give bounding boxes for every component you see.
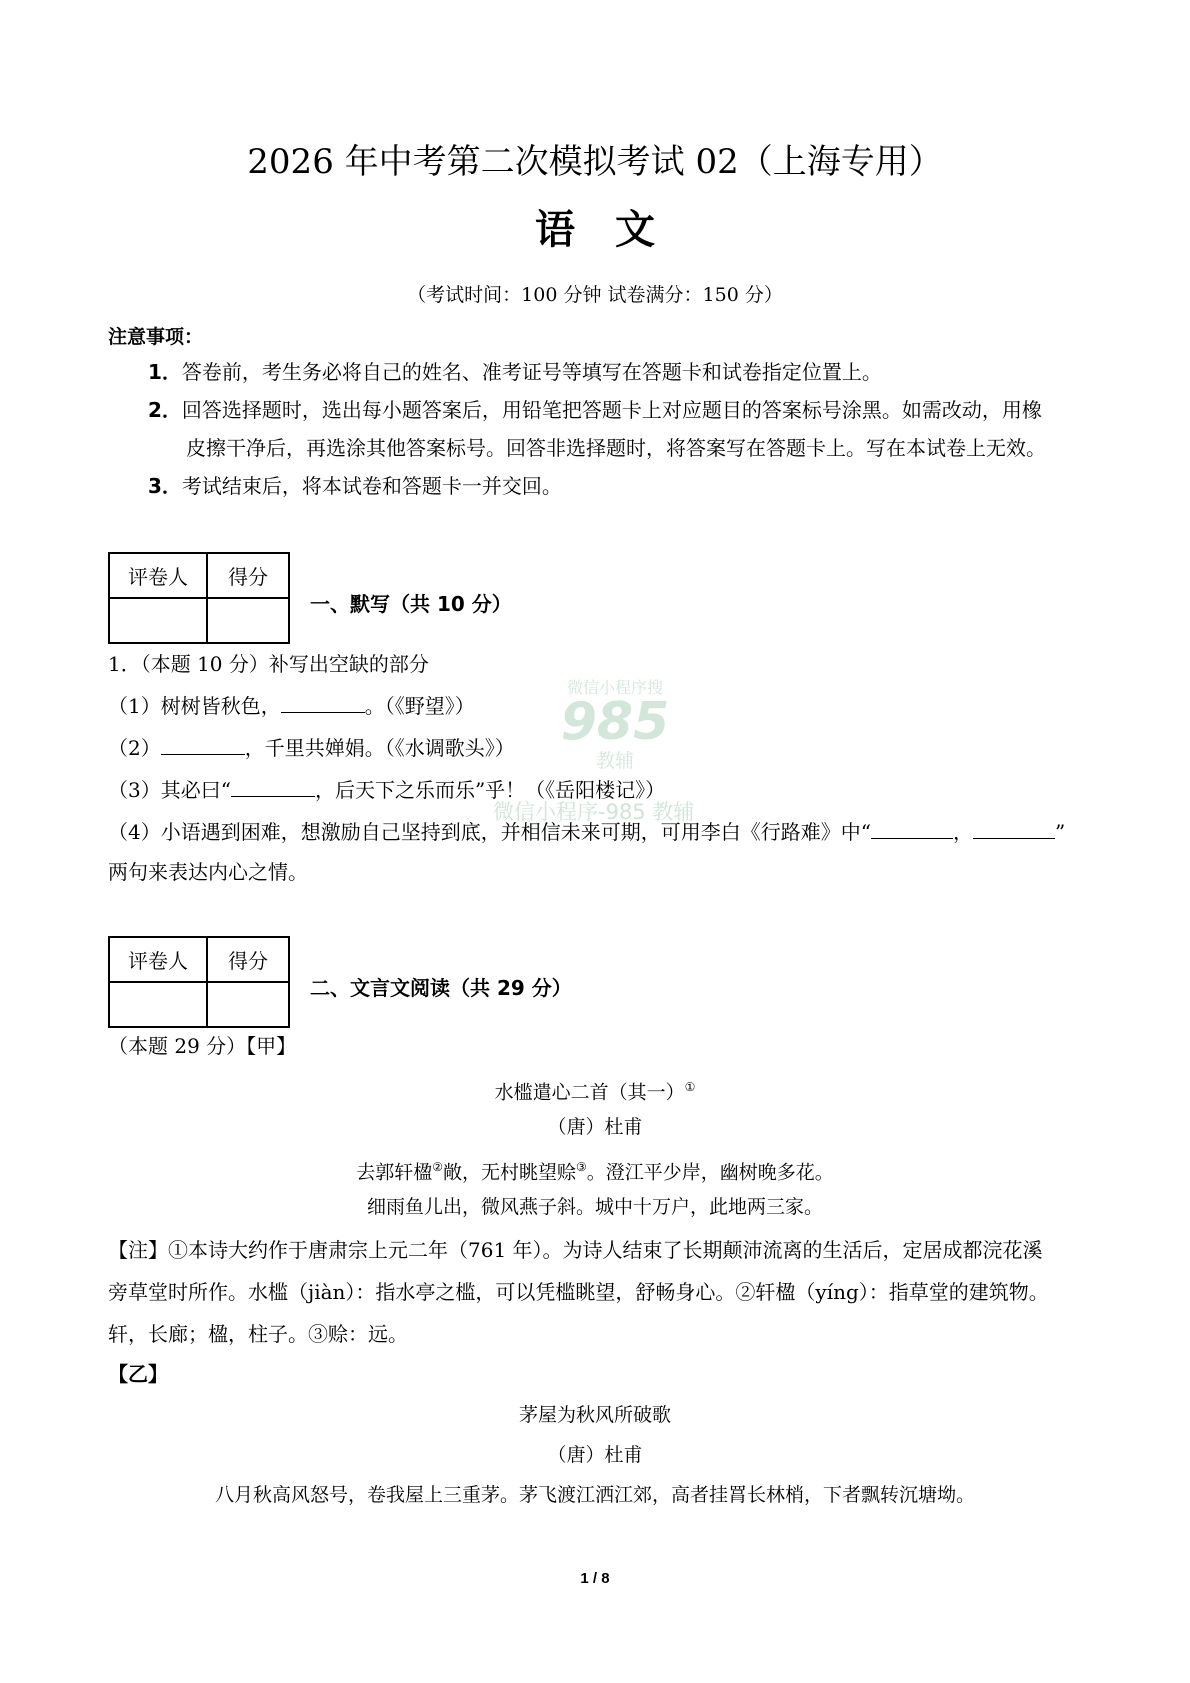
grader-cell — [109, 982, 207, 1027]
answer-blank[interactable] — [871, 818, 953, 839]
poem1-line-1-b: 敞，无村眺望赊 — [442, 1161, 576, 1184]
notes-label: 【注】 — [108, 1238, 168, 1262]
answer-blank[interactable] — [281, 692, 365, 713]
score-table-2 — [108, 936, 290, 1028]
note-text: 赊：远。 — [328, 1322, 408, 1346]
grader-label: 评卷人 — [109, 553, 207, 598]
note-text: 旁草堂时所作。水槛（jiàn）：指水亭之槛，可以凭槛眺望，舒畅身心。 — [108, 1280, 736, 1304]
answer-blank[interactable] — [161, 734, 245, 755]
watermark — [515, 675, 715, 795]
poem1-line-1-a: 去郭轩楹 — [356, 1161, 433, 1184]
note-item-1 — [148, 358, 882, 386]
q1-sub-1 — [108, 692, 475, 720]
watermark-line-3: 教辅 — [595, 750, 634, 772]
subject-title: 语文 — [535, 206, 695, 253]
note-mark: ② — [735, 1280, 756, 1304]
note-item-2 — [148, 396, 1042, 424]
poem1-line-2: 细雨鱼儿出，微风燕子斜。城中十万户，此地两三家。 — [366, 1196, 823, 1218]
score-label: 得分 — [207, 553, 289, 598]
q1-sub-4-cont: 两句来表达内心之情。 — [108, 860, 308, 884]
exam-info: （考试时间：100 分钟 试卷满分：150 分） — [407, 284, 783, 306]
poem1-notes-line-2 — [108, 1278, 1049, 1306]
note-text: 轩楹（yíng）：指草堂的建筑物。 — [755, 1280, 1049, 1304]
q1-sub-3-text: （3）其必曰“ — [108, 778, 231, 802]
q1-sub-2 — [108, 734, 515, 762]
q2-intro: （本题 29 分）【甲】 — [108, 1034, 297, 1058]
note-text: 轩，长廊；楹，柱子。 — [108, 1322, 308, 1346]
watermark-line-1: 微信小程序搜 — [566, 678, 663, 697]
poem1-note-mark: ③ — [576, 1160, 587, 1174]
exam-title: 2026 年中考第二次模拟考试 02（上海专用） — [247, 142, 943, 182]
score-cell — [207, 982, 289, 1027]
q1-sub-1-source: 。（《野望》） — [364, 694, 475, 718]
note-item-num: 2． — [148, 398, 182, 422]
watermark-line-4: 微信小程序-985 教辅 — [493, 800, 695, 824]
q1-sub-3-source: ，后天下之乐而乐”乎！（《岳阳楼记》） — [314, 778, 666, 802]
note-mark: ① — [168, 1238, 188, 1262]
poem1-line-1 — [0, 1154, 1190, 1185]
note-item-num: 1． — [148, 360, 182, 384]
answer-blank[interactable] — [231, 776, 315, 797]
answer-blank[interactable] — [973, 818, 1055, 839]
section-2-heading: 二、文言文阅读（共 29 分） — [310, 976, 572, 1000]
q1-sub-2-num: （2） — [108, 736, 161, 760]
q1-sub-4-text: （4）小语遇到困难，想激励自己坚持到底，并相信未来可期，可用李白《行路难》中“ — [108, 820, 871, 844]
poem1-notes-line-1 — [108, 1236, 1043, 1264]
score-cell — [207, 598, 289, 643]
poem1-title-text: 水槛遣心二首（其一） — [494, 1081, 685, 1104]
q1-sub-1-text: （1）树树皆秋色， — [108, 694, 281, 718]
watermark-logo: 985 — [560, 692, 670, 752]
note-item-3 — [148, 472, 562, 500]
q1-intro: 1．（本题 10 分）补写出空缺的部分 — [108, 652, 429, 676]
yi-label: 【乙】 — [108, 1362, 168, 1386]
notes-title: 注意事项： — [108, 326, 204, 348]
score-table-1 — [108, 552, 290, 644]
note-mark: ③ — [308, 1322, 328, 1346]
note-item-num: 3． — [148, 474, 182, 498]
q1-sub-2-text: ，千里共婵娟。（《水调歌头》） — [244, 736, 515, 760]
poem1-author: （唐）杜甫 — [547, 1116, 643, 1138]
grader-label: 评卷人 — [109, 937, 207, 982]
page-number: 1 / 8 — [580, 1570, 610, 1587]
note-text: 本诗大约作于唐肃宗上元二年（761 年）。为诗人结束了长期颠沛流离的生活后，定居成都浣花溪 — [188, 1238, 1043, 1262]
q1-sub-4-comma: ， — [952, 820, 973, 844]
q1-sub-4-close: ” — [1054, 820, 1066, 844]
poem1-line-1-c: 。澄江平少岸，幽树晚多花。 — [586, 1161, 834, 1184]
note-item-text: 考试结束后，将本试卷和答题卡一并交回。 — [181, 474, 562, 498]
score-label: 得分 — [207, 937, 289, 982]
section-1-heading: 一、默写（共 10 分） — [310, 592, 512, 616]
poem1-notes-line-3 — [108, 1320, 408, 1348]
poem2-author: （唐）杜甫 — [547, 1444, 643, 1466]
poem1-note-mark: ② — [432, 1160, 443, 1174]
grader-cell — [109, 598, 207, 643]
note-item-2-cont: 皮擦干净后，再选涂其他答案标号。回答非选择题时，将答案写在答题卡上。写在本试卷上无效。 — [186, 436, 1046, 460]
poem1-title — [0, 1074, 1190, 1105]
poem2-line-1: 八月秋高风怒号，卷我屋上三重茅。茅飞渡江洒江郊，高者挂罥长林梢，下者飘转沉塘坳。 — [214, 1484, 975, 1506]
poem1-note-mark: ① — [684, 1080, 696, 1094]
note-item-text: 答卷前，考生务必将自己的姓名、准考证号等填写在答题卡和试卷指定位置上。 — [181, 360, 882, 384]
note-item-text: 回答选择题时，选出每小题答案后，用铅笔把答题卡上对应题目的答案标号涂黑。如需改动，用橡 — [181, 398, 1042, 422]
poem2-title: 茅屋为秋风所破歌 — [518, 1404, 671, 1426]
